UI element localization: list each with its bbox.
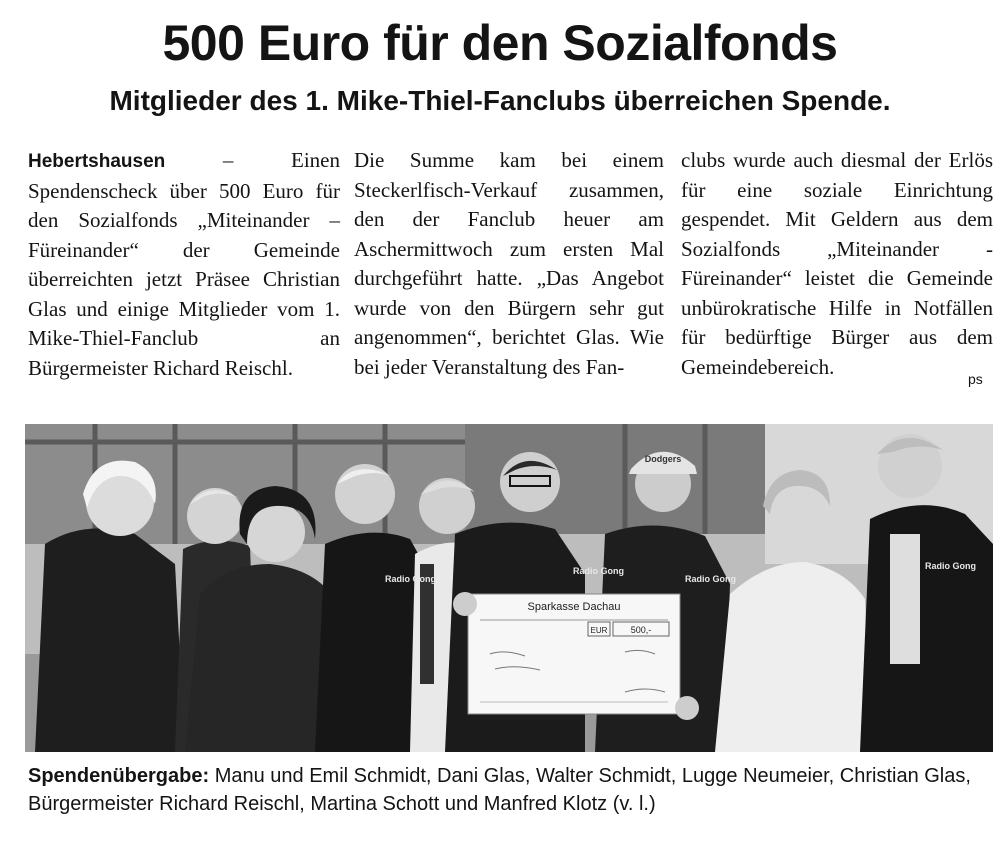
check-bank-name: Sparkasse Dachau xyxy=(527,601,621,613)
check-currency: EUR xyxy=(590,626,608,635)
author-byline: ps xyxy=(968,371,983,387)
article-column-3: clubs wurde auch diesmal der Erlös für eine soziale Einrichtung gespendet. Mit Geldern aus dem Sozialfonds „Miteinander - Füreinander“ leistet die Gemeinde unbürokratische Hilfe in Notfällen für bedürftige Bürger aus dem Gemeindebereich. xyxy=(681,148,993,379)
photo-caption xyxy=(28,762,993,818)
jacket-logo-3: Radio Gong xyxy=(685,574,736,584)
jacket-logo-2: Radio Gong xyxy=(573,566,624,576)
photo-illustration xyxy=(25,424,993,752)
article-column-2: Die Summe kam bei einem Steckerlfisch-Verkauf zusammen, den der Fanclub heuer am Aschermittwoch zum ersten Mal durchgeführt hatte. „Das Angebot wurde von den Bürgern sehr gut angenommen“, berichtet Glas. Wie bei jeder Veranstaltung des Fan- xyxy=(354,148,664,379)
check-amount: 500,- xyxy=(630,625,652,635)
headline: 500 Euro für den Sozialfonds xyxy=(162,15,838,71)
caption-text: Manu und Emil Schmidt, Dani Glas, Walter Schmidt, Lugge Neumeier, Christian Glas, Bürgermeister Richard Reischl, Martina Schott und Manfred Klotz (v. l.) xyxy=(28,765,971,815)
donation-check xyxy=(468,594,680,714)
dateline: Hebertshausen xyxy=(28,151,166,172)
article-column-1 xyxy=(28,146,340,383)
jacket-logo-1: Radio Gong xyxy=(385,574,436,584)
group-photo xyxy=(25,424,993,752)
caption-lead: Spendenübergabe: xyxy=(28,765,210,787)
subheadline: Mitglieder des 1. Mike-Thiel-Fanclubs überreichen Spende. xyxy=(109,85,891,116)
cap-text: Dodgers xyxy=(644,454,682,464)
jacket-logo-4: Radio Gong xyxy=(925,561,976,571)
column-1-text: – Einen Spendenscheck über 500 Euro für den Sozialfonds „Miteinander – Füreinander“ der Gemeinde überreichten jetzt Präsee Christian Glas und einige Mitglieder vom 1. Mike-Thiel-Fanclub an Bürgermeister Richard Reischl. xyxy=(28,148,340,380)
